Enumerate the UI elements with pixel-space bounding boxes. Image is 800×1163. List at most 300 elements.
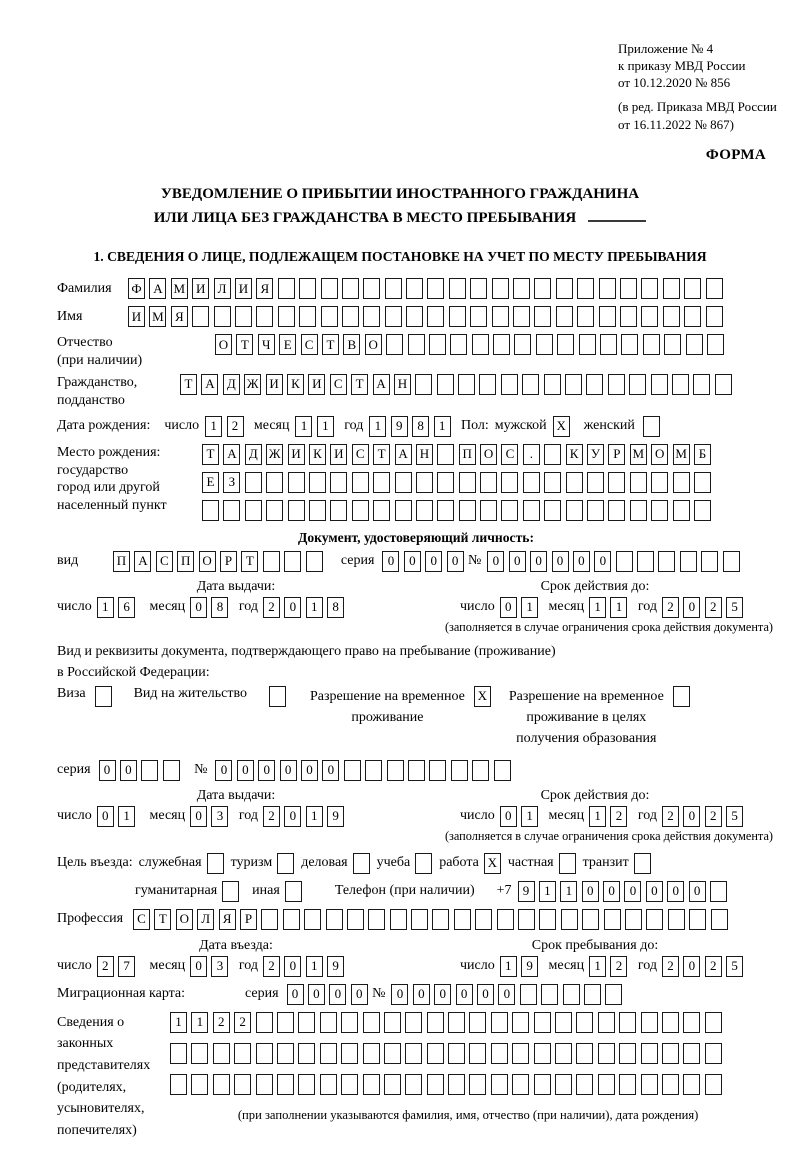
purpose-official-checkbox[interactable] bbox=[207, 853, 224, 874]
char-cell[interactable]: Ж bbox=[266, 444, 283, 465]
char-cell[interactable] bbox=[561, 909, 578, 930]
char-cell[interactable]: 0 bbox=[594, 551, 611, 572]
char-cell[interactable]: А bbox=[201, 374, 218, 395]
char-cell[interactable]: М bbox=[673, 444, 690, 465]
char-cell[interactable] bbox=[651, 472, 668, 493]
char-cell[interactable] bbox=[576, 1043, 593, 1064]
char-cell[interactable] bbox=[395, 500, 412, 521]
char-cell[interactable] bbox=[694, 500, 711, 521]
char-cell[interactable] bbox=[266, 500, 283, 521]
char-cell[interactable] bbox=[406, 278, 423, 299]
char-cell[interactable] bbox=[673, 686, 690, 707]
char-cell[interactable]: Н bbox=[394, 374, 411, 395]
char-cell[interactable] bbox=[256, 1043, 273, 1064]
char-cell[interactable]: 0 bbox=[120, 760, 137, 781]
char-cell[interactable] bbox=[299, 306, 316, 327]
char-cell[interactable] bbox=[141, 760, 158, 781]
phone-input[interactable] bbox=[518, 881, 732, 902]
char-cell[interactable] bbox=[494, 760, 511, 781]
char-cell[interactable]: Ж bbox=[244, 374, 261, 395]
char-cell[interactable] bbox=[643, 334, 660, 355]
char-cell[interactable]: З bbox=[223, 472, 240, 493]
char-cell[interactable] bbox=[579, 334, 596, 355]
char-cell[interactable] bbox=[616, 551, 633, 572]
char-cell[interactable] bbox=[405, 1043, 422, 1064]
residence-permit-checkbox[interactable] bbox=[269, 686, 286, 707]
char-cell[interactable] bbox=[544, 374, 561, 395]
char-cell[interactable] bbox=[501, 472, 518, 493]
char-cell[interactable]: 0 bbox=[284, 956, 301, 977]
char-cell[interactable]: 1 bbox=[589, 806, 606, 827]
char-cell[interactable]: 0 bbox=[500, 597, 517, 618]
char-cell[interactable] bbox=[706, 306, 723, 327]
char-cell[interactable] bbox=[363, 1043, 380, 1064]
surname-input[interactable] bbox=[128, 278, 727, 299]
char-cell[interactable]: Л bbox=[197, 909, 214, 930]
char-cell[interactable] bbox=[385, 278, 402, 299]
char-cell[interactable]: 3 bbox=[211, 806, 228, 827]
char-cell[interactable] bbox=[512, 1043, 529, 1064]
char-cell[interactable]: Т bbox=[351, 374, 368, 395]
char-cell[interactable]: 0 bbox=[573, 551, 590, 572]
char-cell[interactable] bbox=[577, 306, 594, 327]
char-cell[interactable]: И bbox=[266, 374, 283, 395]
char-cell[interactable] bbox=[715, 374, 732, 395]
char-cell[interactable]: А bbox=[134, 551, 151, 572]
char-cell[interactable]: 5 bbox=[726, 806, 743, 827]
char-cell[interactable] bbox=[557, 334, 574, 355]
migration-series-input[interactable] bbox=[287, 984, 373, 1005]
char-cell[interactable]: 2 bbox=[610, 956, 627, 977]
doc-series-input[interactable] bbox=[382, 551, 468, 572]
char-cell[interactable] bbox=[342, 278, 359, 299]
char-cell[interactable]: К bbox=[566, 444, 583, 465]
char-cell[interactable] bbox=[277, 1043, 294, 1064]
char-cell[interactable] bbox=[427, 1012, 444, 1033]
char-cell[interactable] bbox=[373, 500, 390, 521]
edu-permit-checkbox[interactable] bbox=[673, 686, 690, 707]
char-cell[interactable] bbox=[705, 1043, 722, 1064]
char-cell[interactable] bbox=[577, 278, 594, 299]
char-cell[interactable]: Л bbox=[214, 278, 231, 299]
char-cell[interactable] bbox=[411, 909, 428, 930]
char-cell[interactable] bbox=[469, 1043, 486, 1064]
char-cell[interactable]: Б bbox=[694, 444, 711, 465]
char-cell[interactable] bbox=[191, 1074, 208, 1095]
char-cell[interactable] bbox=[288, 500, 305, 521]
char-cell[interactable]: 2 bbox=[263, 956, 280, 977]
char-cell[interactable]: 2 bbox=[234, 1012, 251, 1033]
char-cell[interactable]: 6 bbox=[118, 597, 135, 618]
char-cell[interactable] bbox=[245, 500, 262, 521]
char-cell[interactable] bbox=[534, 278, 551, 299]
residence-issue-year[interactable] bbox=[263, 806, 349, 827]
char-cell[interactable] bbox=[662, 1074, 679, 1095]
residence-valid-month[interactable] bbox=[589, 806, 632, 827]
char-cell[interactable] bbox=[234, 1074, 251, 1095]
char-cell[interactable] bbox=[707, 334, 724, 355]
char-cell[interactable] bbox=[605, 984, 622, 1005]
representatives-input-row3[interactable] bbox=[170, 1074, 726, 1095]
char-cell[interactable] bbox=[492, 278, 509, 299]
char-cell[interactable] bbox=[469, 1012, 486, 1033]
char-cell[interactable] bbox=[363, 1012, 380, 1033]
char-cell[interactable] bbox=[491, 1074, 508, 1095]
char-cell[interactable] bbox=[352, 500, 369, 521]
char-cell[interactable]: Т bbox=[322, 334, 339, 355]
char-cell[interactable]: 2 bbox=[705, 806, 722, 827]
char-cell[interactable] bbox=[387, 760, 404, 781]
char-cell[interactable]: 0 bbox=[683, 597, 700, 618]
char-cell[interactable] bbox=[497, 909, 514, 930]
char-cell[interactable]: 8 bbox=[211, 597, 228, 618]
char-cell[interactable] bbox=[711, 909, 728, 930]
char-cell[interactable] bbox=[223, 500, 240, 521]
residence-number-input[interactable] bbox=[215, 760, 514, 781]
residence-issue-month[interactable] bbox=[190, 806, 233, 827]
char-cell[interactable] bbox=[437, 500, 454, 521]
char-cell[interactable] bbox=[683, 1012, 700, 1033]
char-cell[interactable] bbox=[427, 1074, 444, 1095]
char-cell[interactable]: 2 bbox=[662, 806, 679, 827]
char-cell[interactable]: 0 bbox=[624, 881, 641, 902]
char-cell[interactable]: М bbox=[149, 306, 166, 327]
char-cell[interactable] bbox=[450, 334, 467, 355]
doc-type-input[interactable] bbox=[113, 551, 327, 572]
char-cell[interactable] bbox=[555, 1012, 572, 1033]
char-cell[interactable] bbox=[673, 472, 690, 493]
char-cell[interactable] bbox=[641, 1043, 658, 1064]
char-cell[interactable]: . bbox=[523, 444, 540, 465]
char-cell[interactable] bbox=[384, 1043, 401, 1064]
char-cell[interactable]: 0 bbox=[284, 597, 301, 618]
char-cell[interactable] bbox=[213, 1074, 230, 1095]
char-cell[interactable]: 0 bbox=[689, 881, 706, 902]
char-cell[interactable] bbox=[620, 278, 637, 299]
char-cell[interactable]: 0 bbox=[425, 551, 442, 572]
char-cell[interactable]: 0 bbox=[447, 551, 464, 572]
char-cell[interactable]: 0 bbox=[456, 984, 473, 1005]
char-cell[interactable]: Ф bbox=[128, 278, 145, 299]
char-cell[interactable]: О bbox=[480, 444, 497, 465]
char-cell[interactable]: 1 bbox=[560, 881, 577, 902]
representatives-input-row1[interactable] bbox=[170, 1012, 726, 1033]
char-cell[interactable]: 0 bbox=[603, 881, 620, 902]
purpose-work-checkbox[interactable] bbox=[484, 853, 501, 874]
char-cell[interactable] bbox=[163, 760, 180, 781]
char-cell[interactable] bbox=[658, 551, 675, 572]
char-cell[interactable]: 0 bbox=[413, 984, 430, 1005]
char-cell[interactable]: Я bbox=[256, 278, 273, 299]
char-cell[interactable] bbox=[427, 1043, 444, 1064]
char-cell[interactable]: 0 bbox=[258, 760, 275, 781]
char-cell[interactable] bbox=[261, 909, 278, 930]
char-cell[interactable] bbox=[646, 909, 663, 930]
char-cell[interactable] bbox=[277, 853, 294, 874]
birth-place-input-row1[interactable] bbox=[202, 444, 715, 465]
char-cell[interactable] bbox=[480, 472, 497, 493]
char-cell[interactable] bbox=[309, 472, 326, 493]
identity-issue-day[interactable] bbox=[97, 597, 140, 618]
stay-year[interactable] bbox=[662, 956, 748, 977]
temp-permit-checkbox[interactable] bbox=[474, 686, 491, 707]
char-cell[interactable] bbox=[663, 306, 680, 327]
char-cell[interactable]: Р bbox=[608, 444, 625, 465]
char-cell[interactable] bbox=[651, 500, 668, 521]
char-cell[interactable] bbox=[555, 1043, 572, 1064]
char-cell[interactable] bbox=[353, 853, 370, 874]
char-cell[interactable] bbox=[306, 551, 323, 572]
char-cell[interactable]: 2 bbox=[662, 597, 679, 618]
patronymic-input[interactable] bbox=[215, 334, 728, 355]
identity-issue-year[interactable] bbox=[263, 597, 349, 618]
char-cell[interactable] bbox=[405, 1012, 422, 1033]
char-cell[interactable]: 0 bbox=[404, 551, 421, 572]
char-cell[interactable] bbox=[566, 500, 583, 521]
char-cell[interactable] bbox=[298, 1012, 315, 1033]
char-cell[interactable] bbox=[599, 306, 616, 327]
char-cell[interactable] bbox=[408, 334, 425, 355]
char-cell[interactable] bbox=[705, 1074, 722, 1095]
char-cell[interactable] bbox=[630, 472, 647, 493]
char-cell[interactable] bbox=[234, 1043, 251, 1064]
char-cell[interactable] bbox=[619, 1043, 636, 1064]
char-cell[interactable]: И bbox=[192, 278, 209, 299]
char-cell[interactable]: Т bbox=[373, 444, 390, 465]
char-cell[interactable] bbox=[368, 909, 385, 930]
char-cell[interactable] bbox=[608, 500, 625, 521]
char-cell[interactable]: 1 bbox=[97, 597, 114, 618]
char-cell[interactable] bbox=[668, 909, 685, 930]
citizenship-input[interactable] bbox=[180, 374, 736, 395]
char-cell[interactable] bbox=[559, 853, 576, 874]
char-cell[interactable]: 0 bbox=[308, 984, 325, 1005]
char-cell[interactable] bbox=[512, 1074, 529, 1095]
char-cell[interactable]: Т bbox=[180, 374, 197, 395]
char-cell[interactable]: 1 bbox=[589, 597, 606, 618]
birth-place-input-row3[interactable] bbox=[202, 500, 715, 521]
char-cell[interactable] bbox=[256, 1012, 273, 1033]
char-cell[interactable]: 1 bbox=[610, 597, 627, 618]
char-cell[interactable]: 8 bbox=[412, 416, 429, 437]
char-cell[interactable] bbox=[544, 444, 561, 465]
char-cell[interactable] bbox=[278, 306, 295, 327]
char-cell[interactable] bbox=[448, 1074, 465, 1095]
char-cell[interactable] bbox=[710, 881, 727, 902]
char-cell[interactable] bbox=[523, 500, 540, 521]
char-cell[interactable] bbox=[344, 760, 361, 781]
char-cell[interactable] bbox=[458, 374, 475, 395]
char-cell[interactable]: 0 bbox=[329, 984, 346, 1005]
char-cell[interactable] bbox=[565, 374, 582, 395]
char-cell[interactable] bbox=[363, 306, 380, 327]
char-cell[interactable]: О bbox=[215, 334, 232, 355]
char-cell[interactable]: К bbox=[287, 374, 304, 395]
char-cell[interactable]: 0 bbox=[509, 551, 526, 572]
char-cell[interactable]: К bbox=[309, 444, 326, 465]
char-cell[interactable]: 1 bbox=[369, 416, 386, 437]
stay-month[interactable] bbox=[589, 956, 632, 977]
char-cell[interactable]: 0 bbox=[667, 881, 684, 902]
char-cell[interactable]: Е bbox=[202, 472, 219, 493]
char-cell[interactable] bbox=[706, 278, 723, 299]
char-cell[interactable]: 7 bbox=[118, 956, 135, 977]
char-cell[interactable] bbox=[576, 1012, 593, 1033]
char-cell[interactable]: С bbox=[301, 334, 318, 355]
char-cell[interactable] bbox=[341, 1074, 358, 1095]
char-cell[interactable]: 1 bbox=[521, 806, 538, 827]
char-cell[interactable] bbox=[214, 306, 231, 327]
char-cell[interactable]: И bbox=[235, 278, 252, 299]
char-cell[interactable] bbox=[427, 278, 444, 299]
char-cell[interactable]: 0 bbox=[382, 551, 399, 572]
char-cell[interactable]: 9 bbox=[521, 956, 538, 977]
char-cell[interactable] bbox=[598, 1074, 615, 1095]
char-cell[interactable] bbox=[470, 306, 487, 327]
char-cell[interactable]: 9 bbox=[391, 416, 408, 437]
char-cell[interactable] bbox=[522, 374, 539, 395]
char-cell[interactable] bbox=[245, 472, 262, 493]
char-cell[interactable]: 0 bbox=[552, 551, 569, 572]
char-cell[interactable]: 2 bbox=[263, 806, 280, 827]
char-cell[interactable]: Д bbox=[245, 444, 262, 465]
char-cell[interactable]: А bbox=[223, 444, 240, 465]
char-cell[interactable] bbox=[405, 1074, 422, 1095]
char-cell[interactable]: 0 bbox=[434, 984, 451, 1005]
entry-day[interactable] bbox=[97, 956, 140, 977]
char-cell[interactable] bbox=[491, 1012, 508, 1033]
char-cell[interactable]: 0 bbox=[97, 806, 114, 827]
char-cell[interactable] bbox=[415, 853, 432, 874]
char-cell[interactable]: С bbox=[352, 444, 369, 465]
char-cell[interactable] bbox=[390, 909, 407, 930]
char-cell[interactable] bbox=[641, 278, 658, 299]
purpose-humanitarian-checkbox[interactable] bbox=[222, 881, 239, 902]
char-cell[interactable]: 9 bbox=[518, 881, 535, 902]
char-cell[interactable] bbox=[285, 881, 302, 902]
char-cell[interactable] bbox=[556, 306, 573, 327]
char-cell[interactable] bbox=[629, 374, 646, 395]
char-cell[interactable]: 2 bbox=[227, 416, 244, 437]
char-cell[interactable] bbox=[213, 1043, 230, 1064]
char-cell[interactable] bbox=[625, 909, 642, 930]
char-cell[interactable] bbox=[95, 686, 112, 707]
identity-valid-month[interactable] bbox=[589, 597, 632, 618]
char-cell[interactable] bbox=[705, 1012, 722, 1033]
char-cell[interactable] bbox=[491, 1043, 508, 1064]
char-cell[interactable] bbox=[680, 551, 697, 572]
char-cell[interactable] bbox=[429, 334, 446, 355]
char-cell[interactable]: 1 bbox=[539, 881, 556, 902]
char-cell[interactable] bbox=[459, 472, 476, 493]
char-cell[interactable] bbox=[512, 1012, 529, 1033]
entry-year[interactable] bbox=[263, 956, 349, 977]
char-cell[interactable] bbox=[437, 444, 454, 465]
char-cell[interactable]: Т bbox=[236, 334, 253, 355]
char-cell[interactable] bbox=[437, 472, 454, 493]
char-cell[interactable] bbox=[330, 500, 347, 521]
char-cell[interactable] bbox=[235, 306, 252, 327]
char-cell[interactable] bbox=[269, 686, 286, 707]
residence-valid-year[interactable] bbox=[662, 806, 748, 827]
char-cell[interactable]: 0 bbox=[190, 806, 207, 827]
char-cell[interactable]: 0 bbox=[280, 760, 297, 781]
char-cell[interactable] bbox=[620, 306, 637, 327]
char-cell[interactable]: 1 bbox=[306, 597, 323, 618]
male-checkbox[interactable] bbox=[553, 416, 570, 437]
char-cell[interactable] bbox=[582, 909, 599, 930]
char-cell[interactable] bbox=[449, 306, 466, 327]
char-cell[interactable] bbox=[672, 374, 689, 395]
char-cell[interactable]: Т bbox=[154, 909, 171, 930]
char-cell[interactable] bbox=[277, 1012, 294, 1033]
char-cell[interactable] bbox=[191, 1043, 208, 1064]
char-cell[interactable] bbox=[598, 1012, 615, 1033]
char-cell[interactable]: 2 bbox=[213, 1012, 230, 1033]
purpose-study-checkbox[interactable] bbox=[415, 853, 432, 874]
char-cell[interactable]: О bbox=[365, 334, 382, 355]
char-cell[interactable]: У bbox=[587, 444, 604, 465]
char-cell[interactable]: 2 bbox=[97, 956, 114, 977]
birth-day-input[interactable] bbox=[205, 416, 248, 437]
purpose-private-checkbox[interactable] bbox=[559, 853, 576, 874]
char-cell[interactable]: В bbox=[343, 334, 360, 355]
char-cell[interactable] bbox=[576, 1074, 593, 1095]
char-cell[interactable] bbox=[363, 278, 380, 299]
char-cell[interactable] bbox=[170, 1074, 187, 1095]
char-cell[interactable]: И bbox=[128, 306, 145, 327]
char-cell[interactable] bbox=[608, 374, 625, 395]
char-cell[interactable]: Я bbox=[171, 306, 188, 327]
char-cell[interactable]: 0 bbox=[190, 597, 207, 618]
char-cell[interactable] bbox=[501, 500, 518, 521]
char-cell[interactable] bbox=[470, 278, 487, 299]
char-cell[interactable]: 0 bbox=[215, 760, 232, 781]
char-cell[interactable] bbox=[341, 1012, 358, 1033]
char-cell[interactable] bbox=[352, 472, 369, 493]
char-cell[interactable] bbox=[395, 472, 412, 493]
char-cell[interactable] bbox=[472, 760, 489, 781]
char-cell[interactable]: 1 bbox=[317, 416, 334, 437]
char-cell[interactable] bbox=[451, 760, 468, 781]
char-cell[interactable]: 2 bbox=[610, 806, 627, 827]
char-cell[interactable]: И bbox=[288, 444, 305, 465]
char-cell[interactable] bbox=[563, 984, 580, 1005]
char-cell[interactable] bbox=[555, 1074, 572, 1095]
char-cell[interactable] bbox=[386, 334, 403, 355]
char-cell[interactable] bbox=[684, 278, 701, 299]
char-cell[interactable] bbox=[584, 984, 601, 1005]
char-cell[interactable] bbox=[170, 1043, 187, 1064]
char-cell[interactable]: С bbox=[330, 374, 347, 395]
char-cell[interactable] bbox=[556, 278, 573, 299]
char-cell[interactable] bbox=[347, 909, 364, 930]
char-cell[interactable]: Д bbox=[223, 374, 240, 395]
char-cell[interactable] bbox=[266, 472, 283, 493]
char-cell[interactable] bbox=[256, 306, 273, 327]
char-cell[interactable]: 0 bbox=[99, 760, 116, 781]
char-cell[interactable] bbox=[432, 909, 449, 930]
purpose-tourism-checkbox[interactable] bbox=[277, 853, 294, 874]
char-cell[interactable] bbox=[651, 374, 668, 395]
char-cell[interactable]: 1 bbox=[306, 956, 323, 977]
char-cell[interactable] bbox=[534, 1043, 551, 1064]
char-cell[interactable] bbox=[587, 472, 604, 493]
profession-input[interactable] bbox=[133, 909, 732, 930]
char-cell[interactable] bbox=[643, 416, 660, 437]
char-cell[interactable] bbox=[621, 334, 638, 355]
char-cell[interactable]: 0 bbox=[646, 881, 663, 902]
